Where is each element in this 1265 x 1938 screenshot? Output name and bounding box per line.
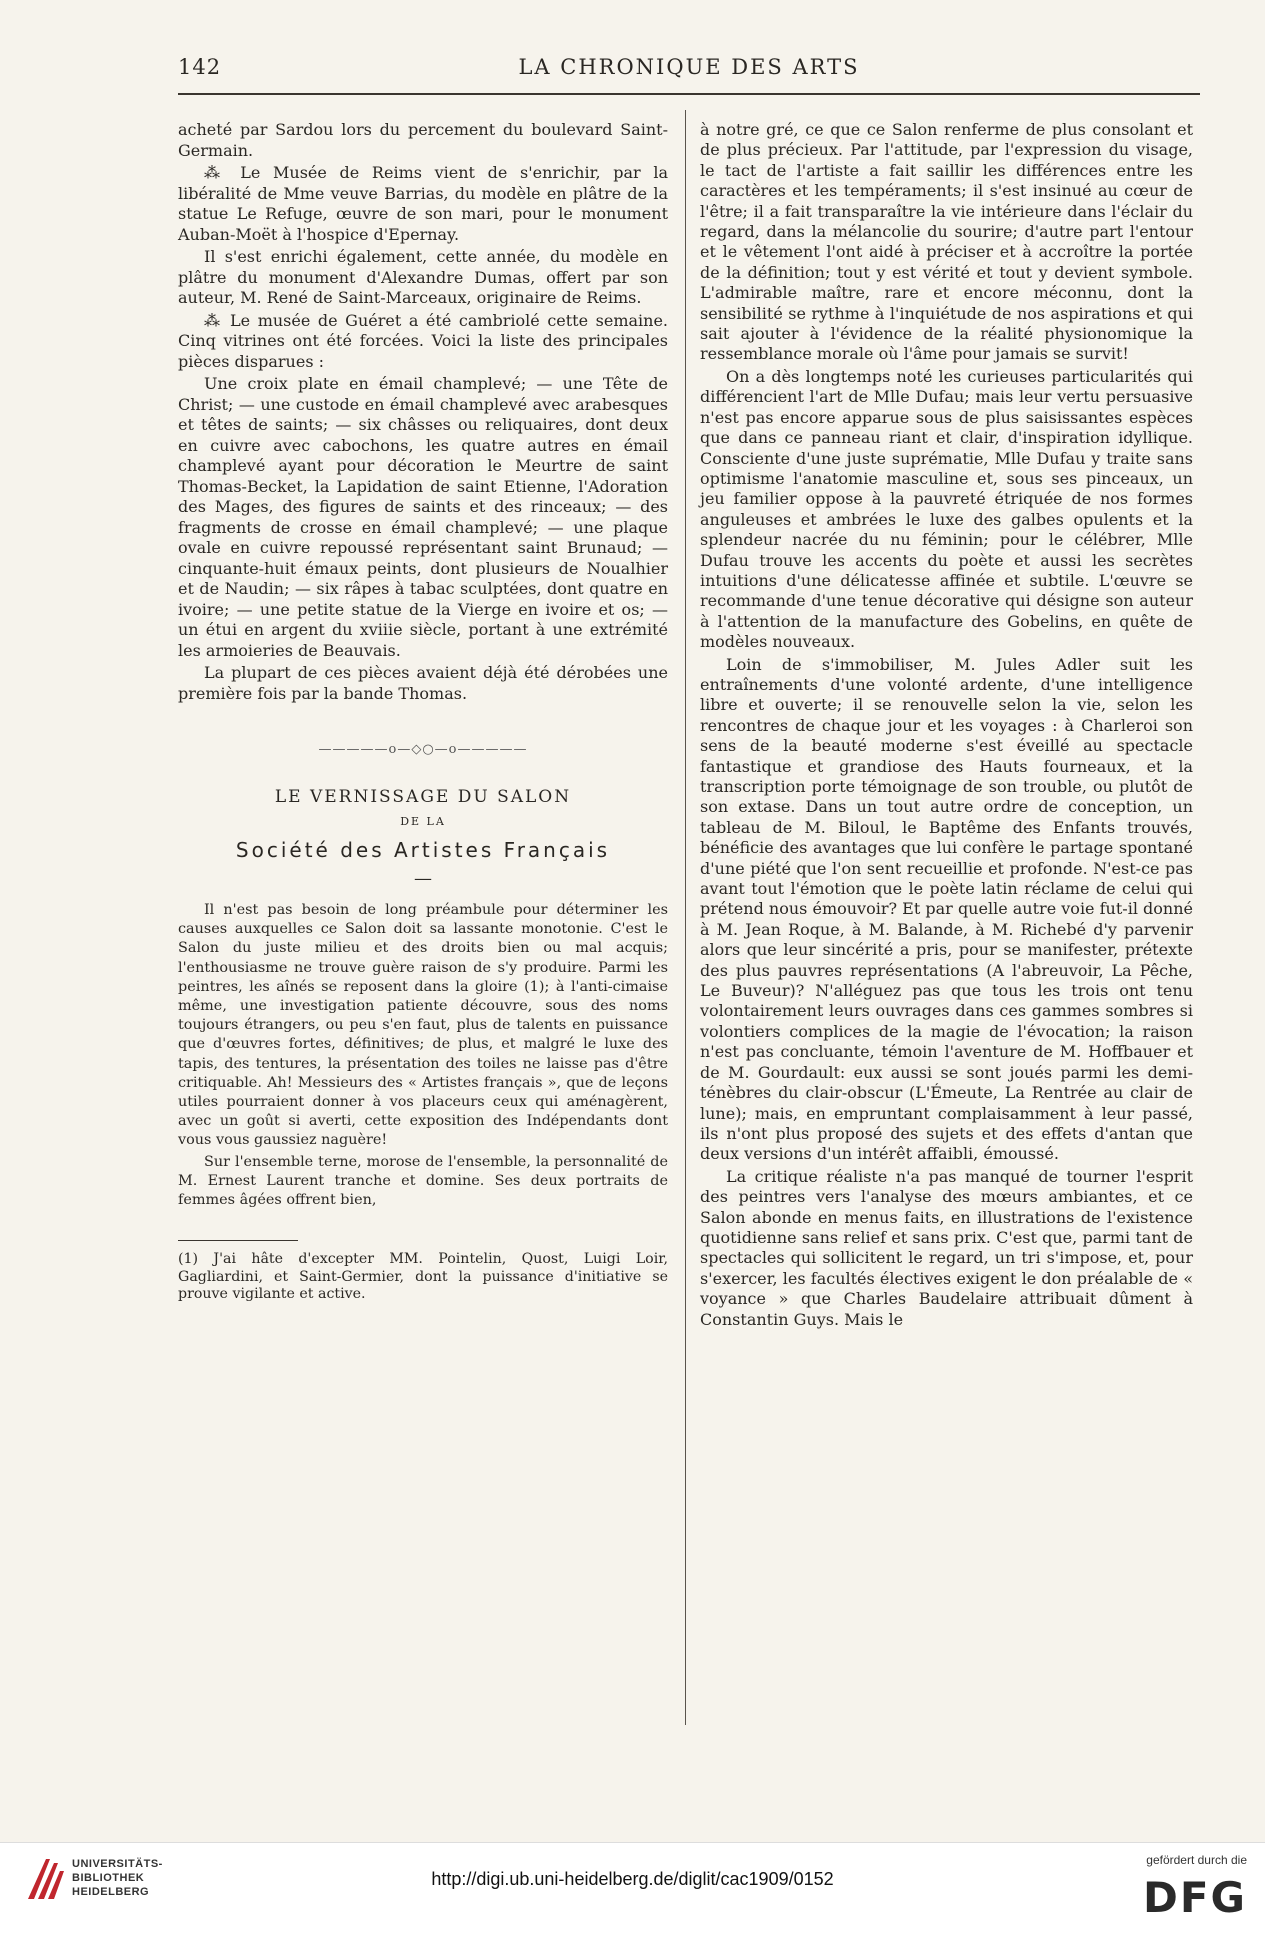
left-paragraph: ⁂ Le musée de Guéret a été cambriolé cette semaine. Cinq vitrines ont été forcées. Voici la liste des principales pièces disparues :	[178, 310, 668, 371]
article-subtitle: DE LA	[400, 815, 446, 828]
column-divider	[685, 110, 686, 1725]
footnote	[178, 1251, 668, 1304]
dfg-logo-icon: DFG	[1142, 1873, 1247, 1922]
library-name-line: UNIVERSITÄTS-	[72, 1858, 163, 1870]
left-paragraph: Une croix plate en émail champlevé; — une Tête de Christ; — une custode en émail champlevé avec arabesques et têtes de saints; — six châsses ou reliquaires, dont deux en cuivre avec cabochons, les quatre autres en émail champlevé ayant pour décoration le Meurtre de saint Thomas-Becket, la Lapidation de saint Etienne, l'Adoration des Mages, des figures de saints et des rinceaux; — des fragments de crosse en émail champlevé; — une plaque ovale en cuivre repoussé représentant saint Brunaud; — cinquante-huit émaux peints, dont plusieurs de Noualhier et de Naudin; — six râpes à tabac sculptées, dont quatre en ivoire; — une petite statue de la Vierge en ivoire et os; — un étui en argent du xviiie siècle, portant à une extrémité les armoieries de Beauvais.	[178, 374, 668, 660]
library-name-line: BIBLIOTHEK	[72, 1872, 145, 1884]
article-paragraph: Il n'est pas besoin de long préambule pour déterminer les causes auxquelles ce Salon doit sa lassante monotonie. C'est le Salon du juste milieu et des droits bien ou mal acquis; l'enthousiasme ne trouve guère raison de s'y produire. Parmi les peintres, les aînés se reposent dans la gloire (1); à l'anti-cimaise même, une investigation patiente découvre, sous des noms toujours étrangers, ou peu s'en faut, plus de talents en puissance que d'œuvres fortes, définitives; de plus, et malgré le luxe des tapis, des tentures, la présentation des toiles ne laisse pas d'être critiquable. Ah! Messieurs des « Artistes français », que de leçons utiles pourraient donner à vos placeurs ceux qui aménagèrent, avec un goût si averti, cette exposition des Indépendants dont vous vous gaussiez naguère!	[178, 902, 668, 1149]
left-paragraph: ⁂ Le Musée de Reims vient de s'enrichir, par la libéralité de Mme veuve Barrias, du modèle en plâtre de la statue Le Refuge, œuvre de son mari, pour le monument Auban-Moët à l'hospice d'Epernay.	[178, 163, 668, 244]
right-paragraph: à notre gré, ce que ce Salon renferme de plus consolant et de plus précieux. Par l'attitude, par l'expression du visage, le tact de l'artiste a fait saillir les différences entre les caractères et les tempéraments; il s'est insinué au cœur de l'être; il a fait transparaître la vie intérieure dans l'éclair du regard, dans la mélancolie du sourire; d'autre part l'entour et le vêtement l'ont aidé à préciser et à accroître la portée de la définition; tout y est vérité et tout y devient symbole. L'admirable maître, rare et encore méconnu, dont la sensibilité se rythme à l'inquiétude de nos aspirations et qui sait ajouter à l'évidence de la réalité physionomique la ressemblance morale où l'âme pour jamais se survit!	[700, 120, 1193, 364]
running-header	[178, 55, 1200, 85]
left-paragraph: La plupart de ces pièces avaient déjà été dérobées une première fois par la bande Thomas.	[178, 663, 668, 703]
left-paragraph: acheté par Sardou lors du percement du boulevard Saint-Germain.	[178, 120, 668, 160]
article-society-name: Société des Artistes Français	[235, 838, 611, 862]
left-column	[178, 120, 668, 1304]
library-name-line: HEIDELBERG	[72, 1886, 150, 1898]
header-rule	[178, 93, 1200, 95]
footnote-text: (1) J'ai hâte d'excepter MM. Pointelin, Quost, Luigi Loir, Gagliardini, et Saint-Germier, dont la puissance d'initiative se prouve vigilante et active.	[178, 1251, 668, 1303]
article-body	[178, 901, 668, 1210]
funding-caption: gefördert durch die	[1146, 1853, 1247, 1867]
article-dash: —	[414, 868, 432, 889]
article-paragraph: Sur l'ensemble terne, morose de l'ensemble, la personnalité de M. Ernest Laurent tranche et domine. Ses deux portraits de femmes âgées offrent bien,	[178, 1153, 668, 1209]
article-separator: —————o—◇○—o—————	[318, 742, 528, 757]
journal-title: LA CHRONIQUE DES ARTS	[518, 55, 860, 79]
article-title: LE VERNISSAGE DU SALON	[274, 787, 572, 807]
right-paragraph: Loin de s'immobiliser, M. Jules Adler suit les entraînements d'une volonté ardente, d'une intelligence libre et ouverte; il se renouvelle selon la vie, selon les rencontres de chaque jour et les voyages : à Charleroi son sens de la beauté moderne s'est éveillé au spectacle fantastique et grandiose des Hauts fourneaux, et la transcription porte témoignage de son trouble, ou plutôt de son extase. Dans un tout autre ordre de conception, un tableau de M. Biloul, le Baptême des Enfants trouvés, bénéficie des avantages que lui confère le partage spontané d'une piété que l'on sent recueillie et profonde. N'est-ce pas avant tout l'émotion que le poète latin réclame de celui qui prétend nous émouvoir? Et par quelle autre voie fut-il donné à M. Jean Roque, à M. Balande, à M. Richebé d'y parvenir alors que leur sincérité a pris, pour se manifester, prétexte des plus pauvres représentations (A l'abreuvoir, La Pêche, Le Buveur)? N'alléguez pas que tous les trois ont tenu volontairement leurs ouvrages dans ces gammes sombres si volontiers complices de la magie de l'évocation; la raison n'est pas concluante, témoin l'aventure de M. Hoffbauer et de M. Gourdault: eux aussi se sont joués parmi les demi-ténèbres du clair-obscur (L'Émeute, La Rentrée au clair de lune); mais, en empruntant complaisamment à leur passé, ils n'ont plus proposé des sujets et des effets d'antan que deux versions d'un intérêt affaibli, émoussé.	[700, 654, 1193, 1164]
permalink[interactable]: http://digi.ub.uni-heidelberg.de/diglit/cac1909/0152	[431, 1869, 834, 1889]
footnote-rule	[178, 1240, 298, 1241]
right-paragraph: On a dès longtemps noté les curieuses particularités qui différencient l'art de Mlle Dufau; mais leur vertu persuasive n'est pas encore apparue sous de plus saisissantes espèces que dans ce panneau riant et clair, d'inspiration idyllique. Consciente d'une juste suprématie, Mlle Dufau y traite sans optimisme l'anatomie masculine et, sous ses pinceaux, un jeu familier oppose à la pauvreté étriquée de nos formes anguleuses et ambrées le luxe des galbes opulents et la splendeur nacrée du nu féminin; pour le célébrer, Mlle Dufau trouve les accents du poète et aussi les secrètes intuitions d'une délicatesse affinée et subtile. L'œuvre se recommande d'une tenue décorative qui désigne son auteur à l'attention de la manufacture des Gobelins, en quête de modèles nouveaux.	[700, 366, 1193, 652]
digitization-footer	[0, 1842, 1265, 1938]
right-column	[700, 120, 1193, 1330]
page-number: 142	[178, 55, 222, 79]
left-paragraph: Il s'est enrichi également, cette année, du modèle en plâtre du monument d'Alexandre Dumas, offert par son auteur, M. René de Saint-Marceaux, originaire de Reims.	[178, 247, 668, 307]
right-paragraph: La critique réaliste n'a pas manqué de tourner l'esprit des peintres vers l'analyse des mœurs ambiantes, et ce Salon abonde en menus faits, en illustrations de l'existence quotidienne sans relief et sans prix. C'est que, parmi tant de spectacles qui sollicitent le regard, un tri s'impose, et, pour s'exercer, les facultés électives exigent le don préalable de « voyance » que Charles Baudelaire attribuait dûment à Constantin Guys. Mais le	[700, 1166, 1193, 1329]
